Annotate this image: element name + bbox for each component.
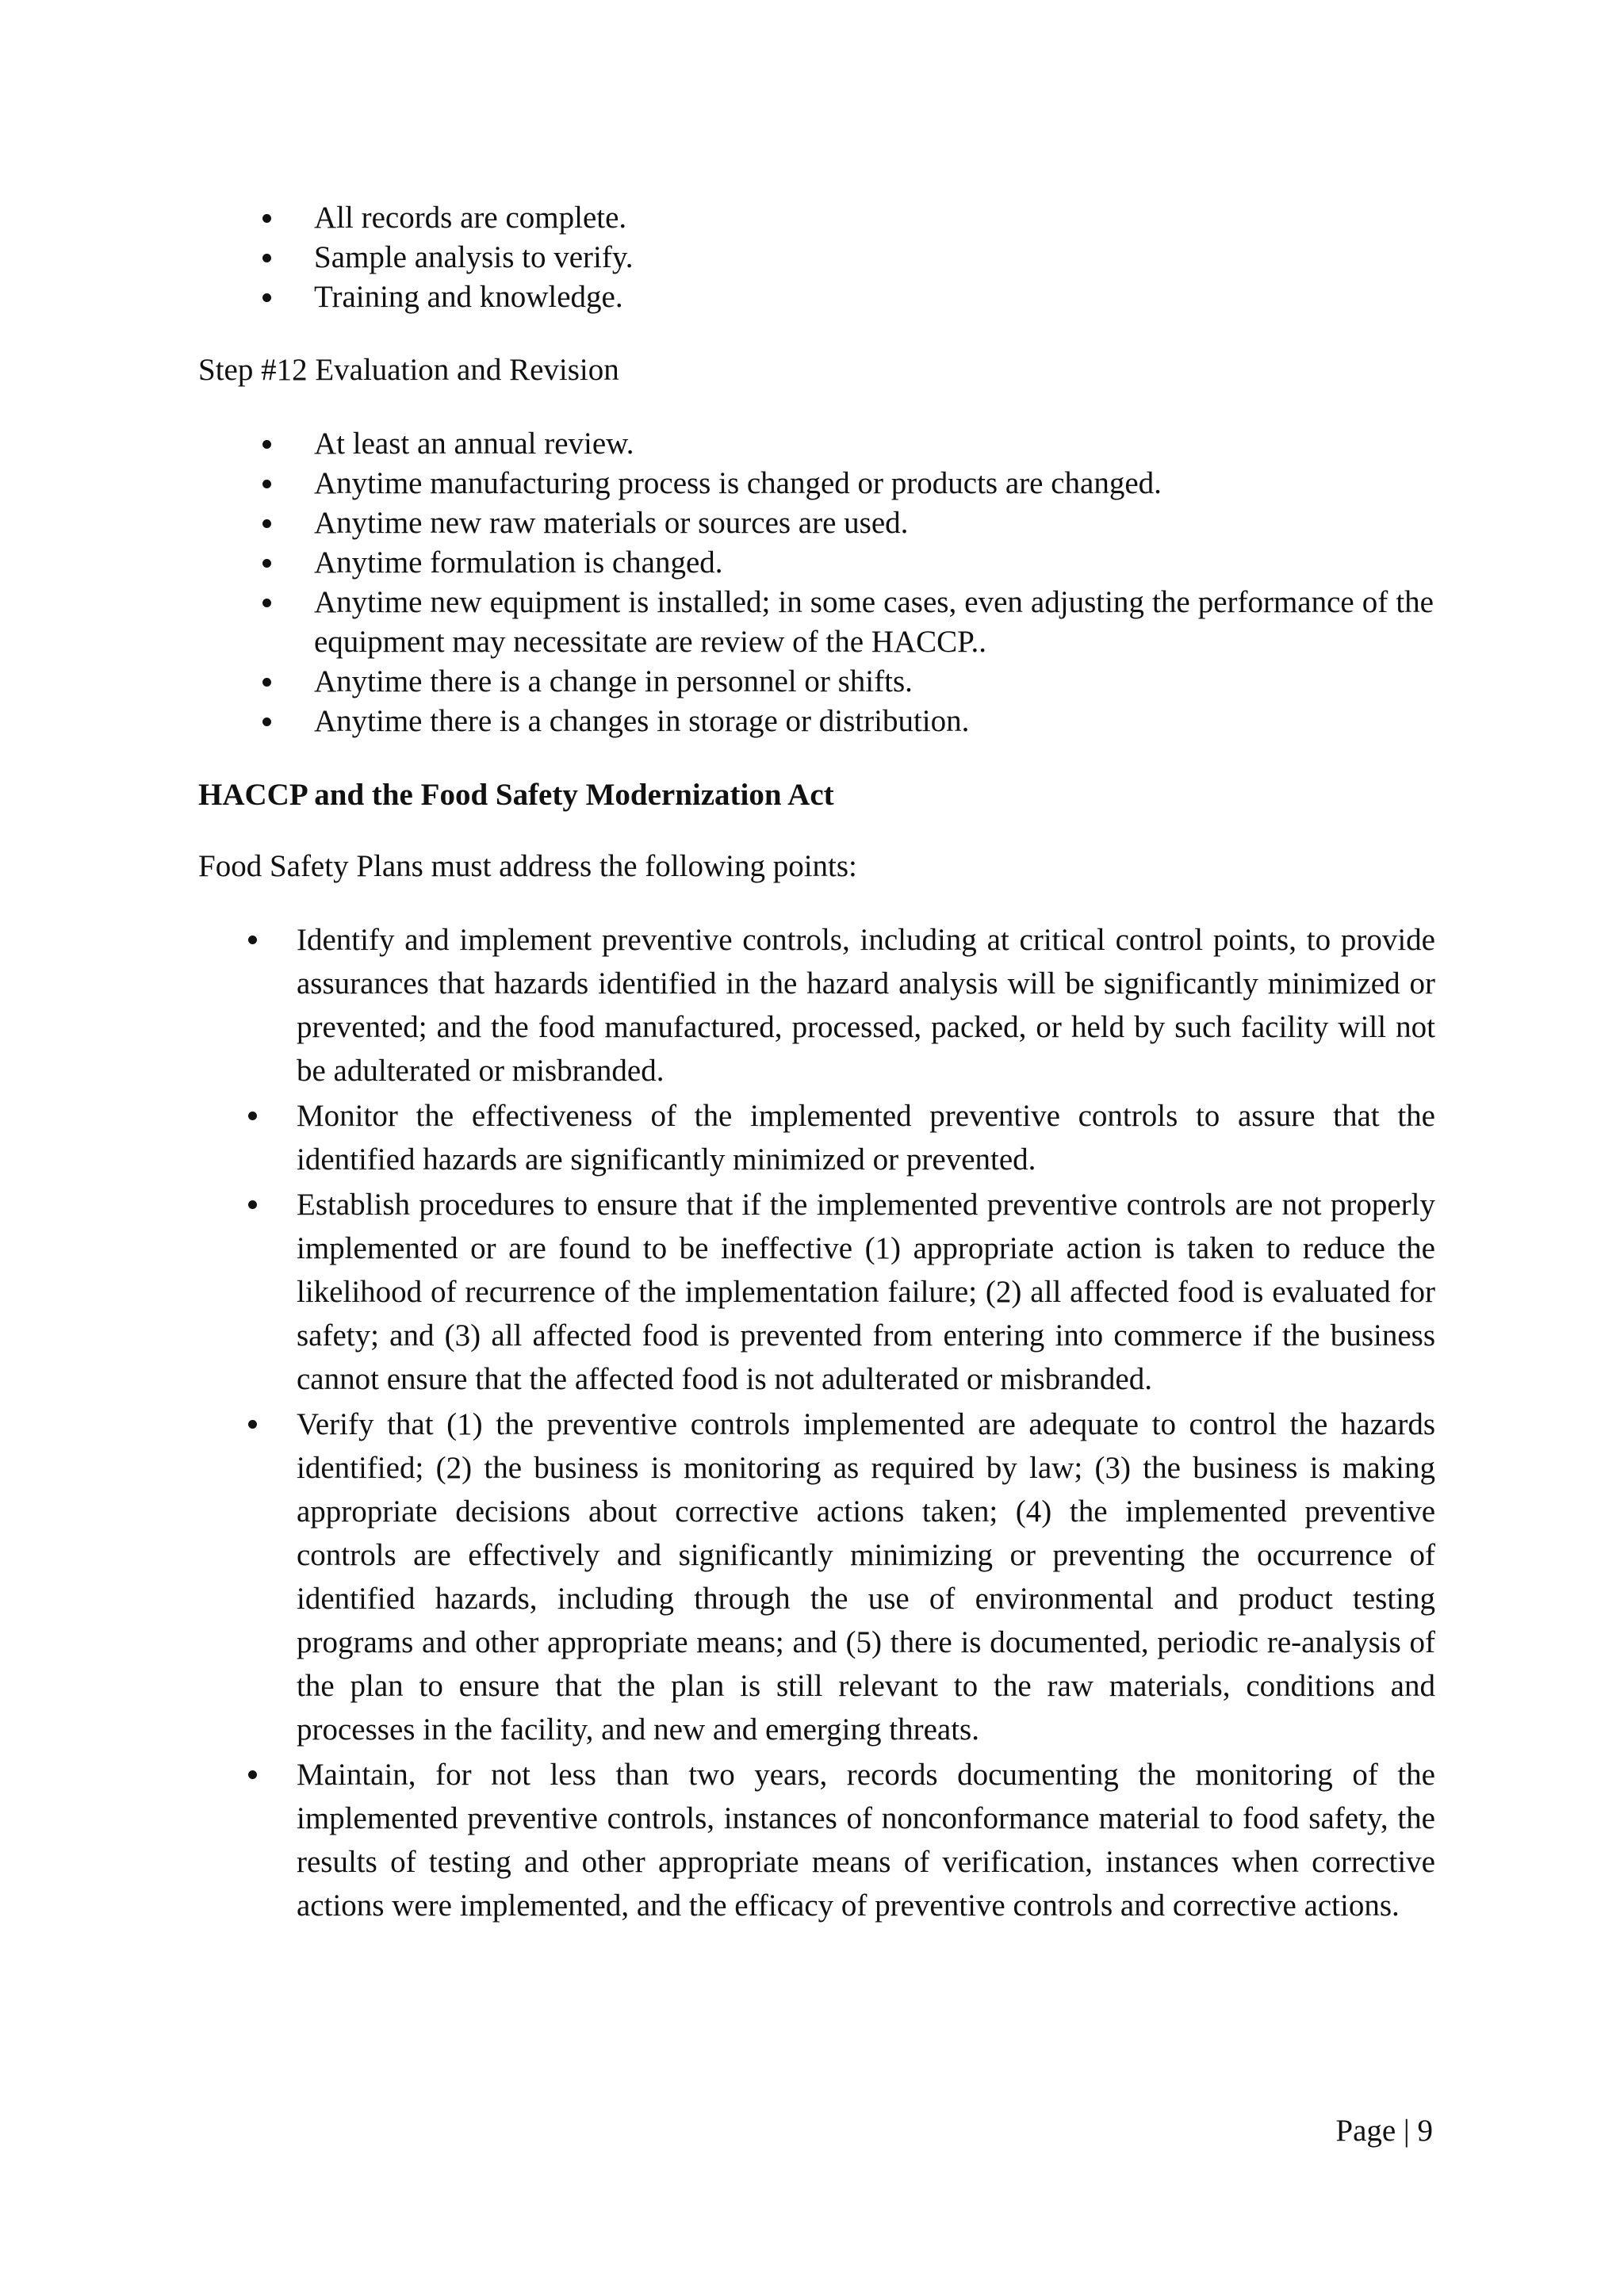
records-list — [198, 198, 1435, 317]
list-item: Maintain, for not less than two years, records documenting the monitoring of the implemented preventive controls, instances of nonconformance material to food safety, the results of testing and other appropriate means of verification, instances when corrective actions were implemented, and the efficacy of preventive controls and corrective actions. — [198, 1753, 1435, 1927]
list-item: All records are complete. — [198, 198, 1435, 238]
revision-triggers-list — [198, 424, 1434, 741]
bullet-icon — [262, 214, 271, 223]
list-item: Training and knowledge. — [198, 277, 1435, 317]
bullet-icon — [262, 718, 271, 726]
bullet-icon — [262, 440, 271, 449]
list-item: Verify that (1) the preventive controls implemented are adequate to control the hazards identified; (2) the business is monitoring as required by law; (3) the business is making appropriate decisions about corrective actions taken; (4) the implemented preventive controls are effectively and significantly minimizing or preventing the occurrence of identified hazards, including through the use of environmental and product testing programs and other appropriate means; and (5) there is documented, periodic re-analysis of the plan to ensure that the plan is still relevant to the raw materials, conditions and processes in the facility, and new and emerging threats. — [198, 1402, 1435, 1751]
bullet-icon — [248, 1770, 257, 1779]
list-item: Identify and implement preventive controls, including at critical control points, to provide assurances that hazards identified in the hazard analysis will be significantly minimized or prevented; and the food manufactured, processed, packed, or held by such facility will not be adulterated or misbranded. — [198, 918, 1435, 1093]
list-item: Anytime new equipment is installed; in some cases, even adjusting the performance of the equipment may necessitate are review of the HACCP.. — [198, 583, 1434, 662]
bullet-icon — [262, 254, 271, 262]
list-item: Establish procedures to ensure that if the implemented preventive controls are not properly implemented or are found to be ineffective (1) appropriate action is taken to reduce the likelihood of recurrence of the implementation failure; (2) all affected food is evaluated for safety; and (3) all affected food is prevented from entering into commerce if the business cannot ensure that the affected food is not adulterated or misbranded. — [198, 1183, 1435, 1401]
food-safety-plan-points — [198, 918, 1435, 1929]
bullet-icon — [262, 678, 271, 687]
list-item: At least an annual review. — [198, 424, 1434, 464]
bullet-icon — [248, 1420, 257, 1429]
list-item: Anytime there is a changes in storage or distribution. — [198, 702, 1434, 741]
bullet-icon — [262, 599, 271, 607]
list-item: Anytime new raw materials or sources are used. — [198, 503, 1434, 543]
list-item: Monitor the effectiveness of the implemented preventive controls to assure that the identified hazards are significantly minimized or prevented. — [198, 1094, 1435, 1181]
bullet-icon — [262, 559, 271, 568]
list-item: Sample analysis to verify. — [198, 238, 1435, 277]
bullet-icon — [248, 1112, 257, 1120]
bullet-icon — [262, 480, 271, 488]
bullet-icon — [262, 519, 271, 528]
step12-title: Step #12 Evaluation and Revision — [198, 353, 619, 387]
list-item: Anytime there is a change in personnel or shifts. — [198, 662, 1434, 702]
section-heading: HACCP and the Food Safety Modernization Act — [198, 778, 834, 812]
list-item: Anytime formulation is changed. — [198, 543, 1434, 583]
bullet-icon — [262, 293, 271, 302]
page-number: Page | 9 — [1335, 2114, 1433, 2148]
bullet-icon — [248, 936, 257, 944]
intro-paragraph: Food Safety Plans must address the following points: — [198, 849, 857, 883]
bullet-icon — [248, 1200, 257, 1209]
list-item: Anytime manufacturing process is changed or products are changed. — [198, 464, 1434, 503]
